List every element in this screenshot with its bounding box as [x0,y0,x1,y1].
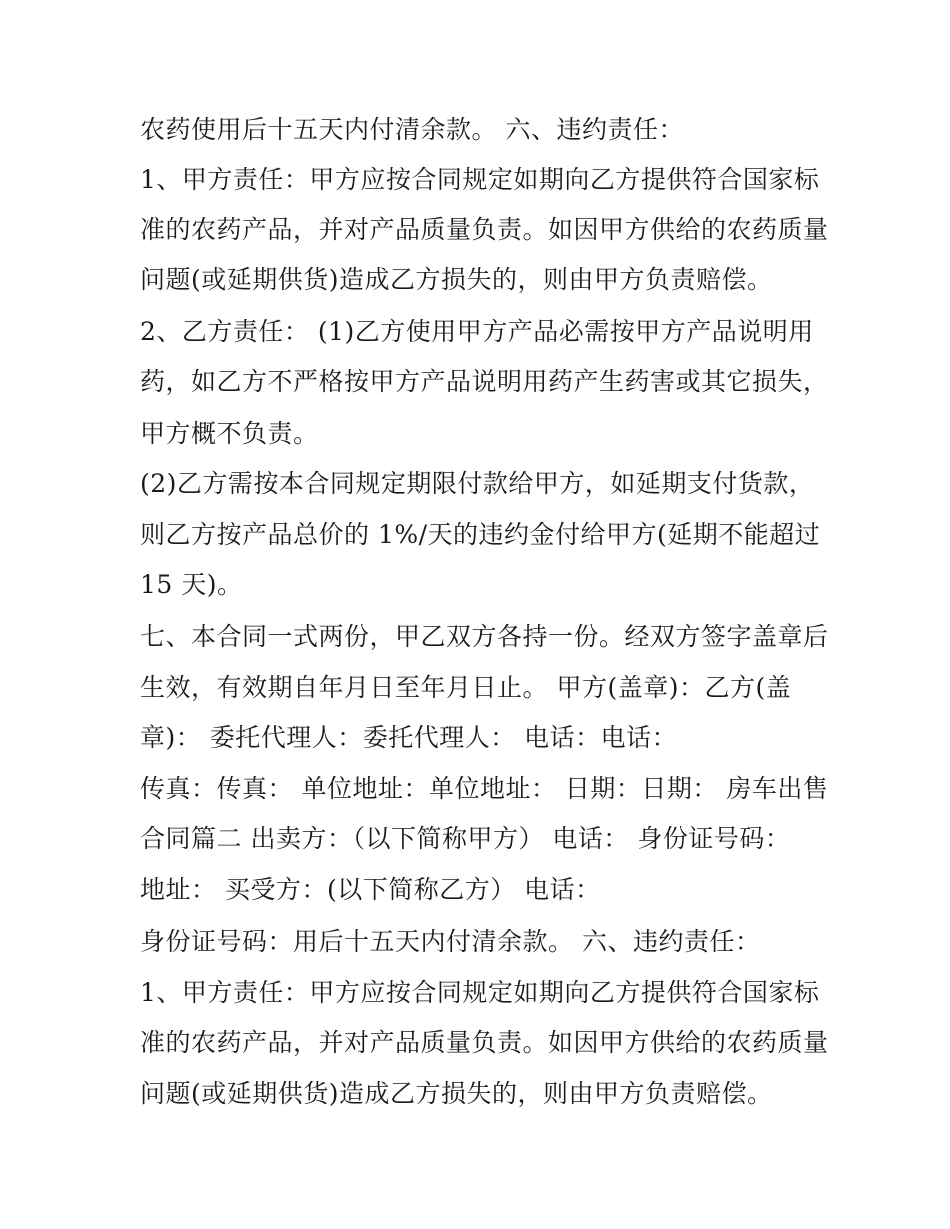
text-line: 问题(或延期供货)造成乙方损失的，则由甲方负责赔偿。 [140,1079,773,1108]
text-line: 则乙方按产品总价的 1%/天的违约金付给甲方(延期不能超过 [140,520,821,549]
text-line: 农药使用后十五天内付清余款。 六、违约责任： [140,115,684,144]
text-line: 合同篇二 出卖方：（以下简称甲方） 电话： 身份证号码： [140,824,791,853]
text-line: 1、甲方责任：甲方应按合同规定如期向乙方提供符合国家标 [140,978,820,1007]
text-line: 准的农药产品，并对产品质量负责。如因甲方供给的农药质量 [140,1028,829,1057]
text-line: 准的农药产品，并对产品质量负责。如因甲方供给的农药质量 [140,215,829,244]
text-line: 1、甲方责任：甲方应按合同规定如期向乙方提供符合国家标 [140,165,820,194]
text-line: 问题(或延期供货)造成乙方损失的，则由甲方负责赔偿。 [140,265,773,294]
text-line: 药，如乙方不严格按甲方产品说明用药产生药害或其它损失， [140,367,829,396]
text-line: 章)： 委托代理人：委托代理人： 电话：电话： [140,723,678,752]
text-line: 身份证号码：用后十五天内付清余款。 六、违约责任： [140,927,761,956]
text-line: 生效，有效期自年月日至年月日止。 甲方(盖章)：乙方(盖 [140,673,792,702]
text-line: 甲方概不负责。 [140,419,319,448]
text-line: 15 天)。 [140,570,243,599]
text-line: 2、乙方责任： (1)乙方使用甲方产品必需按甲方产品说明用 [140,317,814,346]
text-line: 七、本合同一式两份，甲乙双方各持一份。经双方签字盖章后 [140,622,829,651]
text-line: 传真：传真： 单位地址：单位地址： 日期：日期： 房车出售 [140,774,829,803]
text-line: 地址： 买受方：(以下简称乙方） 电话： [140,875,601,904]
text-line: (2)乙方需按本合同规定期限付款给甲方，如延期支付货款， [140,469,815,498]
